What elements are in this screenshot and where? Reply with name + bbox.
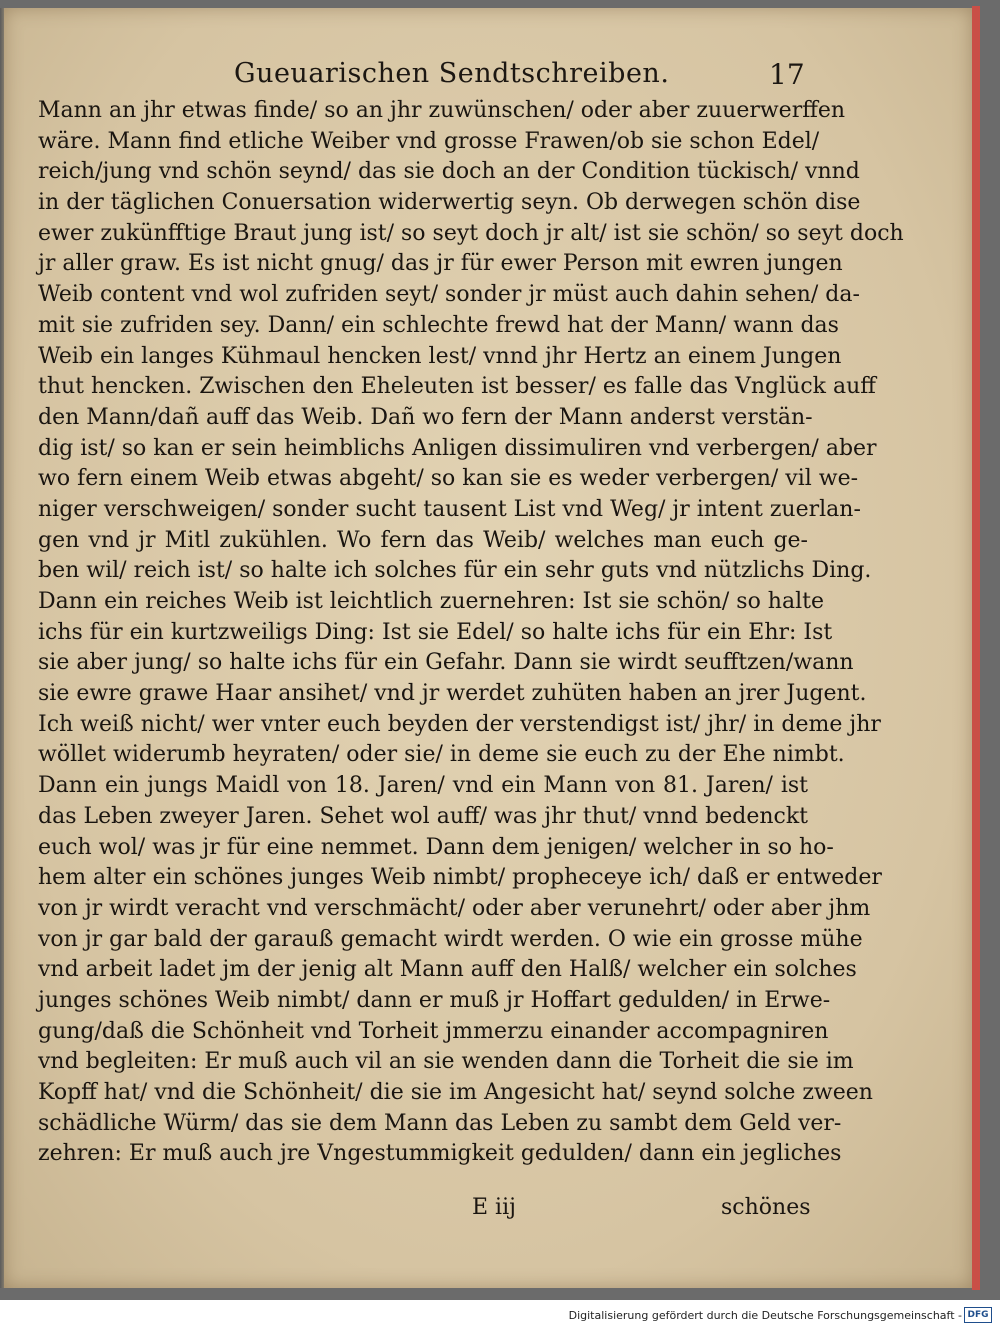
text-line: Dann ein reiches Weib ist leichtlich zuernehren: Ist sie schön/ so halte — [38, 589, 824, 614]
text-line: ichs für ein kurtzweiligs Ding: Ist sie Edel/ so halte ichs für ein Ehr: Ist — [38, 619, 833, 645]
text-line: sie aber jung/ so halte ichs für ein Gefahr. Dann sie wirdt seufftzen/wann — [38, 650, 854, 676]
page-edge — [972, 6, 980, 1290]
text-line: junges schönes Weib nimbt/ dann er muß jr Hoffart gedulden/ in Erwe- — [38, 987, 831, 1013]
text-line: reich/jung vnd schön seynd/ das sie doch an der Condition tückisch/ vnnd — [38, 159, 860, 185]
credit-bar — [0, 1300, 1000, 1329]
text-line: thut hencken. Zwischen den Eheleuten ist besser/ es falle das Vnglück auff — [38, 374, 876, 400]
text-line: den Mann/dañ auff das Weib. Dañ wo fern der Mann anderst verstän- — [38, 404, 813, 430]
text-line: von jr wirdt veracht vnd verschmächt/ oder aber verunehrt/ oder aber jhm — [38, 895, 871, 921]
text-line: wöllet widerumb heyraten/ oder sie/ in deme sie euch zu der Ehe nimbt. — [38, 742, 845, 768]
credit-text: Digitalisierung gefördert durch die Deutsche Forschungsgemeinschaft - — [568, 1309, 962, 1322]
text-line: wäre. Mann find etliche Weiber vnd grosse Frawen/ob sie schon Edel/ — [38, 128, 820, 154]
text-line: das Leben zweyer Jaren. Sehet wol auff/ was jhr thut/ vnnd bedenckt — [38, 803, 808, 829]
text-line: mit sie zufriden sey. Dann/ ein schlechte frewd hat der Mann/ wann das — [38, 312, 839, 338]
text-line: zehren: Er muß auch jre Vngestummigkeit gedulden/ dann ein jegliches — [38, 1141, 842, 1167]
text-line: Mann an jhr etwas finde/ so an jhr zuwünschen/ oder aber zuuerwerffen — [38, 98, 846, 123]
text-line: euch wol/ was jr für eine nemmet. Dann dem jenigen/ welcher in so ho- — [38, 834, 834, 860]
page-number: 17 — [769, 58, 805, 91]
text-line: gung/daß die Schönheit vnd Torheit jmmerzu einander accompagniren — [38, 1018, 829, 1044]
text-line: hem alter ein schönes junges Weib nimbt/ propheceye ich/ daß er entweder — [38, 865, 882, 891]
text-line: Weib ein langes Kühmaul hencken lest/ vnnd jhr Hertz an einem Jungen — [38, 343, 842, 369]
text-line: gen vnd jr Mitl zukühlen. Wo fern das Weib/ welches man euch ge- — [38, 527, 808, 553]
running-title: Gueuarischen Sendtschreiben. — [234, 58, 670, 89]
text-line: Kopff hat/ vnd die Schönheit/ die sie im Angesicht hat/ seynd solche zween — [38, 1080, 873, 1105]
dfg-logo-icon[interactable]: DFG — [964, 1307, 992, 1323]
text-line: sie ewre grawe Haar ansihet/ vnd jr werdet zuhüten haben an jrer Jugent. — [38, 681, 867, 707]
text-line: Weib content vnd wol zufriden seyt/ sonder jr müst auch dahin sehen/ da- — [38, 282, 860, 308]
signature-mark: E iij — [472, 1195, 516, 1220]
text-line: ewer zukünfftige Braut jung ist/ so seyt doch jr alt/ ist sie schön/ so seyt doch — [38, 220, 904, 246]
text-line: vnd begleiten: Er muß auch vil an sie wenden dann die Torheit die sie im — [38, 1049, 854, 1075]
text-line: ben wil/ reich ist/ so halte ich solches für ein sehr guts vnd nützlichs Ding. — [38, 558, 872, 584]
text-line: Ich weiß nicht/ wer vnter euch beyden der verstendigst ist/ jhr/ in deme jhr — [38, 711, 881, 737]
text-line: dig ist/ so kan er sein heimblichs Anligen dissimuliren vnd verbergen/ aber — [38, 435, 877, 461]
text-line: in der täglichen Conuersation widerwertig seyn. Ob derwegen schön dise — [38, 190, 861, 216]
text-line: jr aller graw. Es ist nicht gnug/ das jr für ewer Person mit ewren jungen — [38, 251, 843, 277]
book-page — [4, 8, 972, 1288]
text-line: von jr gar bald der garauß gemacht wirdt werden. O wie ein grosse mühe — [38, 926, 863, 952]
catchword: schönes — [721, 1195, 811, 1220]
text-line: Dann ein jungs Maidl von 18. Jaren/ vnd ein Mann von 81. Jaren/ ist — [38, 773, 808, 799]
text-line: schädliche Würm/ das sie dem Mann das Leben zu sambt dem Geld ver- — [38, 1110, 842, 1136]
page-header — [234, 54, 834, 98]
text-line: wo fern einem Weib etwas abgeht/ so kan sie es weder verbergen/ vil we- — [38, 466, 859, 492]
text-line: vnd arbeit ladet jm der jenig alt Mann auff den Halß/ welcher ein solches — [38, 957, 857, 983]
text-line: niger verschweigen/ sonder sucht tausent List vnd Weg/ jr intent zuerlan- — [38, 496, 861, 522]
body-text — [38, 96, 904, 1170]
